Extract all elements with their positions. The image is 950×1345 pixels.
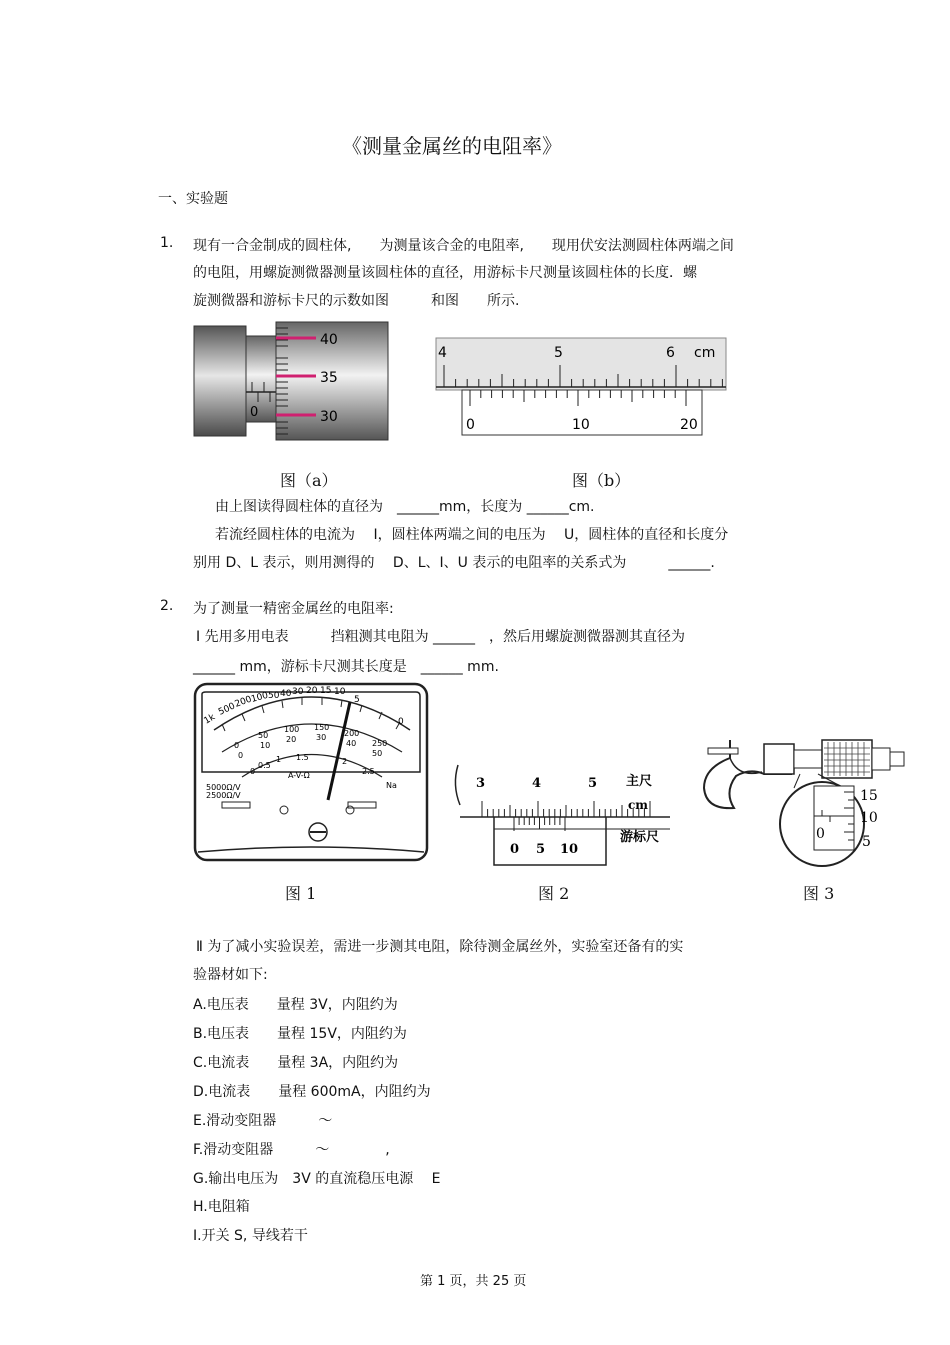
meter-unit: A-V-Ω bbox=[288, 771, 310, 780]
meter-100: 100 bbox=[250, 690, 270, 705]
meter-inner-1: 1 bbox=[276, 755, 282, 764]
meter-5: 5 bbox=[354, 695, 360, 705]
meter-20: 20 bbox=[306, 686, 318, 696]
meter-inner-2: 2 bbox=[342, 757, 348, 766]
q1-line5: 若流经圆柱体的电流为 I，圆柱体两端之间的电压为 U，圆柱体的直径和长度分 bbox=[215, 527, 729, 543]
fig2-main-4: 4 bbox=[532, 776, 542, 791]
q1-number: 1. bbox=[160, 235, 174, 251]
meter-inner-25: 2.5 bbox=[362, 767, 375, 776]
item-i: I.开关 S, 导线若干 bbox=[193, 1228, 308, 1244]
meter-500: 500 bbox=[217, 701, 237, 718]
meter-50: 50 bbox=[268, 691, 280, 701]
figure-1-caption: 图 1 bbox=[285, 884, 317, 903]
meter-40: 40 bbox=[280, 689, 292, 699]
fig2-vernier-5: 5 bbox=[536, 842, 546, 857]
meter-mid-50: 50 bbox=[258, 731, 269, 740]
meter-spec1: 5000Ω/V bbox=[206, 783, 241, 792]
fig-b-vernier-0: 0 bbox=[466, 417, 475, 433]
q2-part2-line1: Ⅱ 为了减小实验误差，需进一步测其电阻，除待测金属丝外，实验室还备有的实 bbox=[196, 939, 684, 955]
fig-b-vernier-10: 10 bbox=[572, 417, 590, 433]
figure-1-multimeter bbox=[192, 682, 432, 867]
q1-line1: 现有一合金制成的圆柱体, 为测量该合金的电阻率, 现用伏安法测圆柱体两端之间 bbox=[193, 238, 734, 254]
fig-b-unit: cm bbox=[694, 345, 716, 361]
item-h: H.电阻箱 bbox=[193, 1199, 250, 1215]
meter-inner-0: 0 bbox=[250, 767, 256, 776]
q2-part2-line2: 验器材如下: bbox=[193, 967, 268, 983]
fig-b-main-4: 4 bbox=[438, 345, 447, 361]
item-g: G.输出电压为 3V 的直流稳压电源 E bbox=[193, 1171, 441, 1187]
q1-line3: 旋测微器和游标卡尺的示数如图 和图 所示. bbox=[193, 293, 520, 309]
fig-b-vernier-20: 20 bbox=[680, 417, 698, 433]
meter-30: 30 bbox=[292, 687, 304, 697]
page-title: 《测量金属丝的电阻率》 bbox=[342, 134, 562, 158]
page-footer: 第 1 页，共 25 页 bbox=[420, 1274, 527, 1289]
meter-inner-05: 0.5 bbox=[258, 761, 271, 770]
q2-line2: Ⅰ 先用多用电表 挡粗测其电阻为 ______ ，然后用螺旋测微器测其直径为 bbox=[196, 629, 686, 645]
figure-a-micrometer bbox=[192, 318, 392, 443]
meter-mid2-30: 30 bbox=[316, 733, 327, 742]
meter-mid2-40: 40 bbox=[346, 739, 357, 748]
item-a: A.电压表 量程 3V，内阻约为 bbox=[193, 997, 398, 1013]
figure-3-caption: 图 3 bbox=[803, 884, 835, 903]
fig3-label-10: 10 bbox=[860, 810, 878, 826]
fig2-vernier-0: 0 bbox=[510, 842, 520, 857]
q2-line3: ______ mm，游标卡尺测其长度是 ______ mm. bbox=[193, 659, 499, 675]
fig2-vernier-10: 10 bbox=[560, 842, 579, 857]
figure-2-caption: 图 2 bbox=[538, 884, 570, 903]
item-e: E.滑动变阻器 ～ bbox=[193, 1113, 333, 1129]
section-heading: 一、实验题 bbox=[158, 191, 228, 207]
meter-mid-0: 0 bbox=[234, 741, 240, 750]
figure-b-caption: 图（b） bbox=[572, 471, 631, 490]
meter-mid2-10: 10 bbox=[260, 741, 271, 750]
q2-number: 2. bbox=[160, 598, 174, 614]
fig2-main-3: 3 bbox=[476, 776, 486, 791]
fig2-unit: cm bbox=[628, 798, 649, 812]
meter-spec2: 2500Ω/V bbox=[206, 791, 241, 800]
meter-mid-200: 200 bbox=[344, 729, 360, 738]
figure-2-caliper bbox=[450, 755, 670, 867]
meter-mid2-50: 50 bbox=[372, 749, 383, 758]
item-d: D.电流表 量程 600mA，内阻约为 bbox=[193, 1084, 431, 1100]
figure-b-caliper bbox=[430, 335, 730, 440]
meter-mid-100: 100 bbox=[284, 725, 300, 734]
meter-15: 15 bbox=[320, 686, 332, 696]
fig-a-label-40: 40 bbox=[320, 332, 338, 348]
q1-line4: 由上图读得圆柱体的直径为 ______mm，长度为 ______cm. bbox=[215, 499, 595, 515]
fig-a-label-30: 30 bbox=[320, 409, 338, 425]
figure-a-caption: 图（a） bbox=[280, 471, 338, 490]
meter-mid2-20: 20 bbox=[286, 735, 297, 744]
fig2-main-name: 主尺 bbox=[626, 774, 653, 789]
fig-a-label-35: 35 bbox=[320, 370, 338, 386]
meter-200: 200 bbox=[233, 694, 254, 710]
fig-a-label-0: 0 bbox=[250, 405, 259, 420]
fig2-vernier-name: 游标尺 bbox=[620, 830, 660, 845]
fig2-main-5: 5 bbox=[588, 776, 598, 791]
q1-line6: 别用 D、L 表示，则用测得的 D、L、I、U 表示的电阻率的关系式为 ______. bbox=[193, 555, 715, 571]
item-c: C.电流表 量程 3A，内阻约为 bbox=[193, 1055, 399, 1071]
meter-0: 0 bbox=[398, 717, 404, 727]
fig-b-main-5: 5 bbox=[554, 345, 563, 361]
meter-brand: Na bbox=[386, 781, 397, 790]
meter-inner-15: 1.5 bbox=[296, 753, 309, 762]
q1-line2: 的电阻，用螺旋测微器测量该圆柱体的直径，用游标卡尺测量该圆柱体的长度．螺 bbox=[193, 265, 697, 281]
meter-mid-250: 250 bbox=[372, 739, 388, 748]
item-b: B.电压表 量程 15V，内阻约为 bbox=[193, 1026, 407, 1042]
q2-line1: 为了测量一精密金属丝的电阻率: bbox=[193, 601, 394, 617]
fig3-label-0: 0 bbox=[816, 826, 825, 842]
meter-mid-150: 150 bbox=[314, 723, 330, 732]
meter-1k: 1k bbox=[202, 712, 217, 727]
meter-10: 10 bbox=[334, 687, 346, 697]
item-f: F.滑动变阻器 ～ , bbox=[193, 1142, 390, 1158]
fig3-label-5: 5 bbox=[862, 834, 871, 850]
meter-mid2-0: 0 bbox=[238, 751, 244, 760]
fig3-label-15: 15 bbox=[860, 788, 878, 804]
figure-3-micrometer bbox=[694, 730, 914, 870]
fig-b-main-6: 6 bbox=[666, 345, 675, 361]
